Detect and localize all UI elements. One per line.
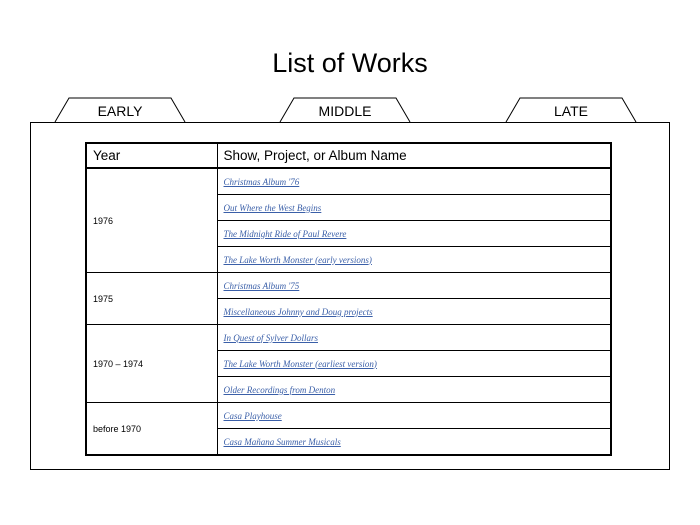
year-cell: before 1970 [86,403,217,456]
work-link[interactable]: The Midnight Ride of Paul Revere [223,228,347,239]
work-cell [217,168,611,195]
table-header-row [86,143,611,168]
work-link[interactable]: Casa Playhouse [223,410,282,421]
work-link[interactable]: The Lake Worth Monster (earliest version) [223,358,377,369]
page-title: List of Works [272,48,428,78]
year-column-header: Year [86,143,217,168]
tab-early[interactable] [54,97,186,123]
year-cell: 1975 [86,273,217,325]
work-link[interactable]: Out Where the West Begins [223,202,322,213]
table-row [86,403,611,429]
tab-late-label: LATE [554,103,588,119]
work-cell [217,403,611,429]
works-table [85,142,612,456]
work-cell [217,221,611,247]
name-column-header: Show, Project, or Album Name [217,143,611,168]
work-cell [217,273,611,299]
tab-early-label: EARLY [97,103,143,119]
year-cell: 1970 – 1974 [86,325,217,403]
work-cell [217,299,611,325]
table-row [86,325,611,351]
year-cell: 1976 [86,168,217,273]
work-link[interactable]: The Lake Worth Monster (early versions) [223,254,372,265]
work-cell [217,195,611,221]
table-row [86,273,611,299]
work-link[interactable]: In Quest of Sylver Dollars [223,332,318,343]
tab-late[interactable] [505,97,637,123]
table-row [86,168,611,195]
work-link[interactable]: Miscellaneous Johnny and Doug projects [223,306,373,317]
work-cell [217,325,611,351]
tab-middle[interactable] [279,97,411,123]
work-cell [217,247,611,273]
tab-middle-label: MIDDLE [318,103,372,119]
work-link[interactable]: Christmas Album '75 [223,280,300,291]
work-link[interactable]: Christmas Album '76 [223,176,300,187]
table-body [86,168,611,455]
work-link[interactable]: Older Recordings from Denton [223,384,336,395]
work-cell [217,377,611,403]
work-cell [217,351,611,377]
work-cell [217,429,611,456]
work-link[interactable]: Casa Mañana Summer Musicals [223,436,341,447]
